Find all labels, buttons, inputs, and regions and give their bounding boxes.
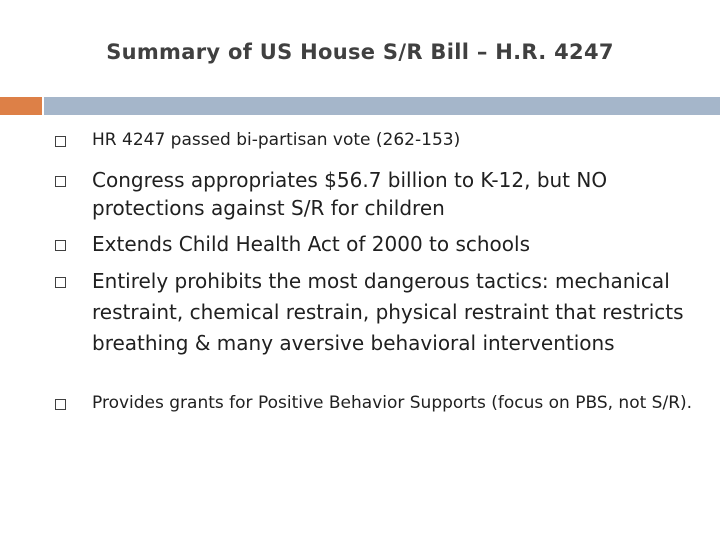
accent-bar-orange <box>0 97 42 115</box>
bullet-text: HR 4247 passed bi-partisan vote (262-153) <box>92 130 461 150</box>
bullet-item <box>50 390 700 416</box>
bullet-text: Congress appropriates $56.7 billion to K-12, but NO protections against S/R for children <box>92 168 608 220</box>
slide-title: Summary of US House S/R Bill – H.R. 4247 <box>106 40 614 64</box>
bullet-item <box>50 166 700 222</box>
square-bullet-icon <box>55 176 66 187</box>
square-bullet-icon <box>55 277 66 288</box>
bullet-item <box>50 128 700 152</box>
square-bullet-icon <box>55 240 66 251</box>
bullet-text: Entirely prohibits the most dangerous tactics: mechanical restraint, chemical restrain, physical restraint that restricts breathing & many aversive behavioral interventions <box>92 269 684 355</box>
square-bullet-icon <box>55 136 66 147</box>
accent-bar-blue <box>44 97 720 115</box>
bullet-item <box>50 266 690 359</box>
bullet-text: Provides grants for Positive Behavior Supports (focus on PBS, not S/R). <box>92 393 693 413</box>
bullet-text: Extends Child Health Act of 2000 to schools <box>92 232 530 256</box>
square-bullet-icon <box>55 399 66 410</box>
bullet-item <box>50 230 700 258</box>
